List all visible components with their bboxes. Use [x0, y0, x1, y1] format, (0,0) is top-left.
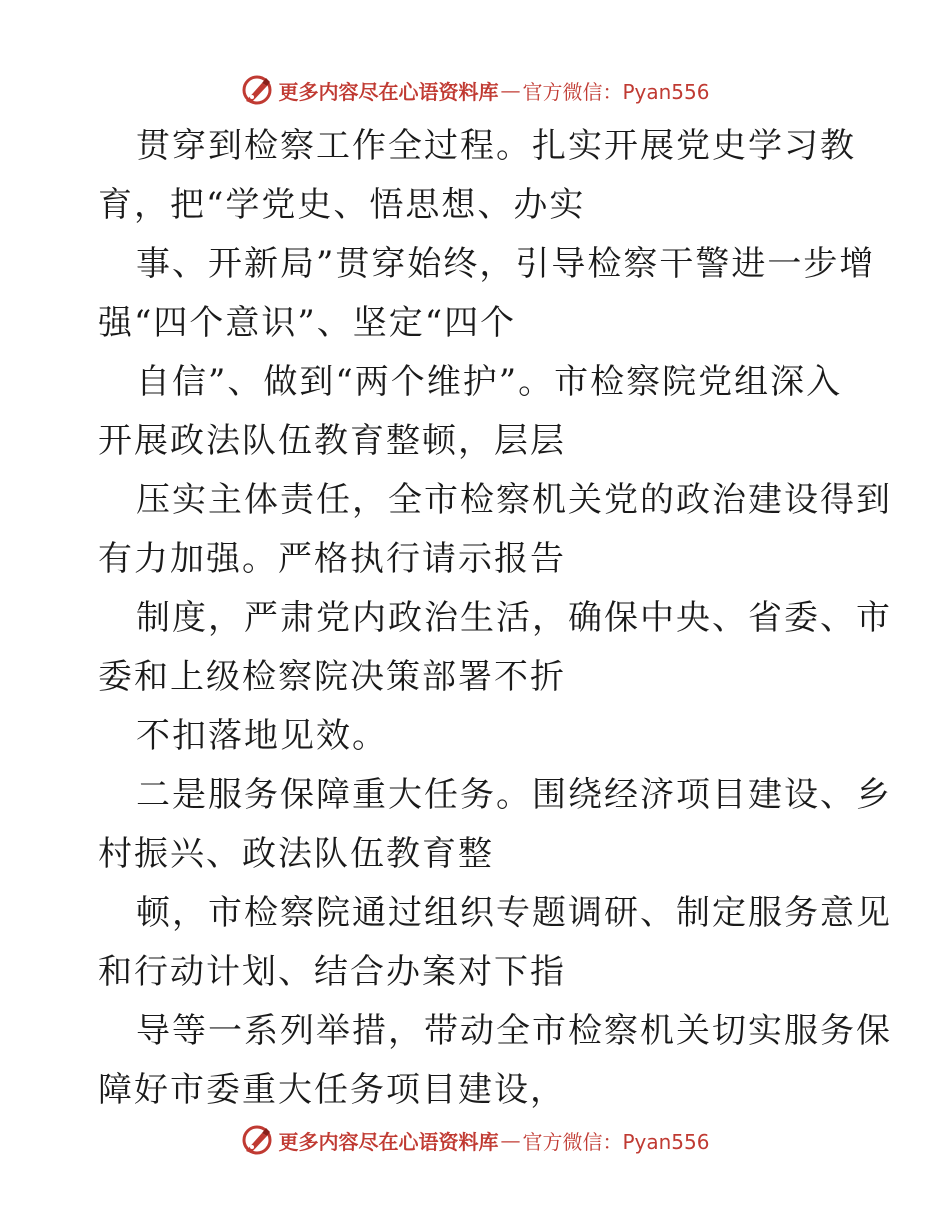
- text-line: 不扣落地见效。: [136, 716, 388, 756]
- text-line: 育，把“学党史、悟思想、办实: [98, 185, 586, 225]
- text-line: 强“四个意识”、坚定“四个: [98, 303, 517, 343]
- text-line: 有力加强。严格执行请示报告: [98, 539, 566, 579]
- text-line: 导等一系列举措，带动全市检察机关切实服务保: [136, 1011, 892, 1051]
- pen-logo-icon: [240, 73, 274, 107]
- text-line: 开展政法队伍教育整顿，层层: [98, 421, 566, 461]
- text-line: 事、开新局”贯穿始终，引导检察干警进一步增: [136, 244, 876, 284]
- text-line: 自信”、做到“两个维护”。市检察院党组深入: [136, 362, 843, 402]
- text-line: 和行动计划、结合办案对下指: [98, 952, 566, 992]
- banner-separator: —: [500, 78, 521, 102]
- header-banner: [0, 70, 950, 110]
- banner-brand: 更多内容尽在心语资料库: [278, 79, 499, 104]
- banner-contact: 官方微信：Pyan556: [522, 1129, 710, 1154]
- text-line: 村振兴、政法队伍教育整: [98, 834, 494, 874]
- banner-contact: 官方微信：Pyan556: [522, 79, 710, 104]
- document-body: [98, 117, 892, 1120]
- text-line: 委和上级检察院决策部署不折: [98, 657, 566, 697]
- banner-brand: 更多内容尽在心语资料库: [278, 1129, 499, 1154]
- text-line: 障好市委重大任务项目建设，: [98, 1070, 566, 1110]
- text-line: 贯穿到检察工作全过程。扎实开展党史学习教: [136, 126, 856, 166]
- footer-banner: [0, 1120, 950, 1160]
- banner-separator: —: [500, 1128, 521, 1152]
- text-line: 顿，市检察院通过组织专题调研、制定服务意见: [136, 893, 892, 933]
- text-line: 压实主体责任，全市检察机关党的政治建设得到: [136, 480, 892, 520]
- text-line: 制度，严肃党内政治生活，确保中央、省委、市: [136, 598, 892, 638]
- pen-logo-icon: [240, 1123, 274, 1157]
- text-line: 二是服务保障重大任务。围绕经济项目建设、乡: [136, 775, 892, 815]
